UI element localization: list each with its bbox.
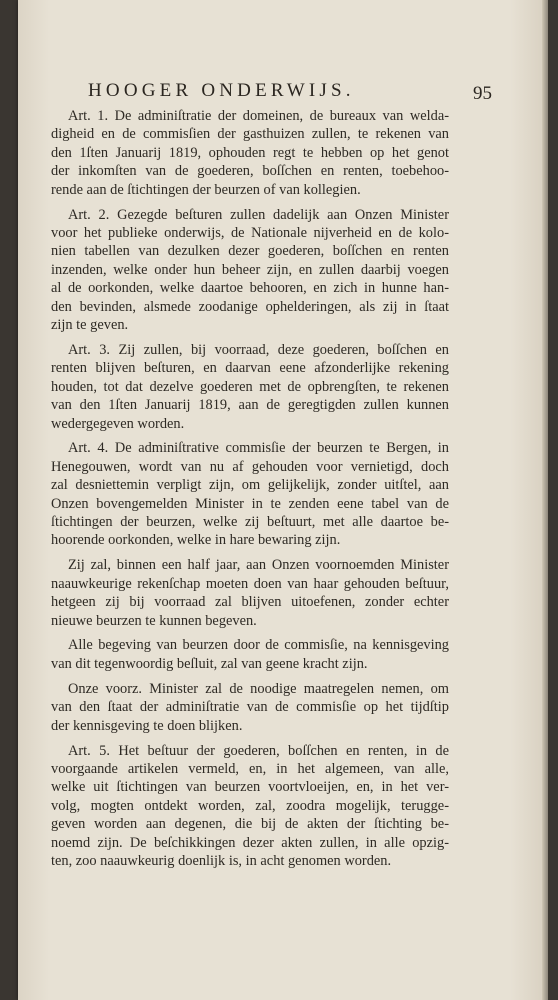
- paragraph: [51, 742, 449, 871]
- running-title: HOOGER ONDERWIJS.: [88, 80, 355, 101]
- paragraph: [51, 341, 449, 433]
- text-line: noemd zijn. De beſchikkingen dezer akten zullen, in alle opzig-: [51, 834, 449, 851]
- text-line: der kennisgeving te doen blijken.: [51, 717, 243, 734]
- paragraph: [51, 206, 449, 335]
- text-line: voorgaande artikelen vermeld, en, in het algemeen, van alle,: [51, 760, 449, 777]
- text-line: nieuwe beurzen te kunnen begeven.: [51, 612, 257, 629]
- book-page: [18, 0, 542, 1000]
- text-line: den 1ſten Januarij 1819, ophouden regt te hebben op het genot: [51, 144, 449, 161]
- text-line: wedergegeven worden.: [51, 415, 185, 432]
- paragraph: [51, 556, 449, 630]
- text-line: houden, tot dat dezelve goederen met de opbrengſten, te rekenen: [51, 378, 449, 395]
- text-line: hetgeen zij bij voorraad zal blijven uitoefenen, zonder echter: [51, 594, 449, 611]
- text-line: Art. 5. Het beſtuur der goederen, boſſchen en renten, in de: [68, 742, 449, 759]
- text-line: Zij zal, binnen een half jaar, aan Onzen voornoemden Minister: [68, 557, 449, 574]
- text-line: nien tabellen van dezulken dezer goederen, boſſchen en renten: [51, 243, 449, 260]
- text-line: geven worden aan degenen, die bij de akten der ſtichting be-: [51, 816, 449, 833]
- text-line: den bevinden, alsmede zoodanige ophelderingen, als zij in ſtaat: [51, 298, 449, 315]
- text-line: ten, zoo naauwkeurig doenlijk is, in acht genomen worden.: [51, 852, 392, 869]
- paragraph: [51, 680, 449, 735]
- text-line: voor het publieke onderwijs, de Nationale nijverheid en de kolo-: [51, 224, 449, 241]
- text-line: volg, mogten ontdekt worden, zal, zoodra mogelijk, terugge-: [51, 797, 449, 814]
- text-line: digheid en de commisſien der gasthuizen zullen, te rekenen van: [51, 126, 449, 143]
- page-number: 95: [473, 83, 492, 104]
- text-line: inzenden, welke onder hun beheer zijn, en zullen daarbij voegen: [51, 261, 449, 278]
- text-line: van dit tegenwoordig beſluit, zal van geene kracht zijn.: [51, 655, 368, 672]
- page-edge: [542, 0, 548, 1000]
- text-line: Art. 1. De adminiſtratie der domeinen, de bureaux van welda-: [68, 108, 449, 124]
- text-line: Henegouwen, wordt van nu af gehouden voor vernietigd, doch: [51, 458, 449, 475]
- text-line: van den ſtaat der adminiſtratie van de commisſie op het tijdſtip: [51, 699, 449, 716]
- body-text: [51, 107, 449, 877]
- text-line: van den 1ſten Januarij 1819, aan de geregtigden zullen kunnen: [51, 397, 449, 414]
- text-line: al de oorkonden, welke daartoe behooren, en zich in hunne han-: [51, 280, 449, 297]
- text-line: der inkomſten van de goederen, boſſchen en renten, toebehoo-: [51, 163, 449, 180]
- text-line: zal desniettemin verpligt zijn, om gelijkelijk, zonder uitſtel, aan: [51, 477, 449, 494]
- text-line: Onze voorz. Minister zal de noodige maatregelen nemen, om: [68, 680, 449, 697]
- text-line: Alle begeving van beurzen door de commisſie, na kennisgeving: [68, 637, 449, 654]
- text-line: hoorende oorkonden, welke in hare bewaring zijn.: [51, 532, 341, 549]
- text-line: Art. 2. Gezegde beſturen zullen dadelijk aan Onzen Minister: [68, 206, 449, 223]
- paragraph: [51, 107, 449, 199]
- text-line: renten blijven beſturen, en daarvan eene afzonderlijke rekening: [51, 360, 449, 377]
- text-line: welke uit ſtichtingen van beurzen voortvloeijen, en, in het ver-: [51, 779, 449, 796]
- text-line: Art. 3. Zij zullen, bij voorraad, deze goederen, boſſchen en: [68, 341, 449, 358]
- text-line: zijn te geven.: [51, 316, 129, 333]
- paragraph: [51, 636, 449, 673]
- page-header: [88, 80, 492, 110]
- text-line: rende aan de ſtichtingen der beurzen of van kollegien.: [51, 181, 361, 198]
- text-line: naauwkeurige rekenſchap moeten doen van haar gehouden beſtuur,: [51, 575, 449, 592]
- text-line: ſtichtingen der beurzen, welke zij beſtuurt, met alle daartoe be-: [51, 514, 449, 531]
- paragraph: [51, 439, 449, 549]
- text-line: Art. 4. De adminiſtrative commisſie der beurzen te Bergen, in: [68, 440, 449, 457]
- text-line: Onzen bovengemelden Minister in te zenden eene tabel van de: [51, 495, 449, 512]
